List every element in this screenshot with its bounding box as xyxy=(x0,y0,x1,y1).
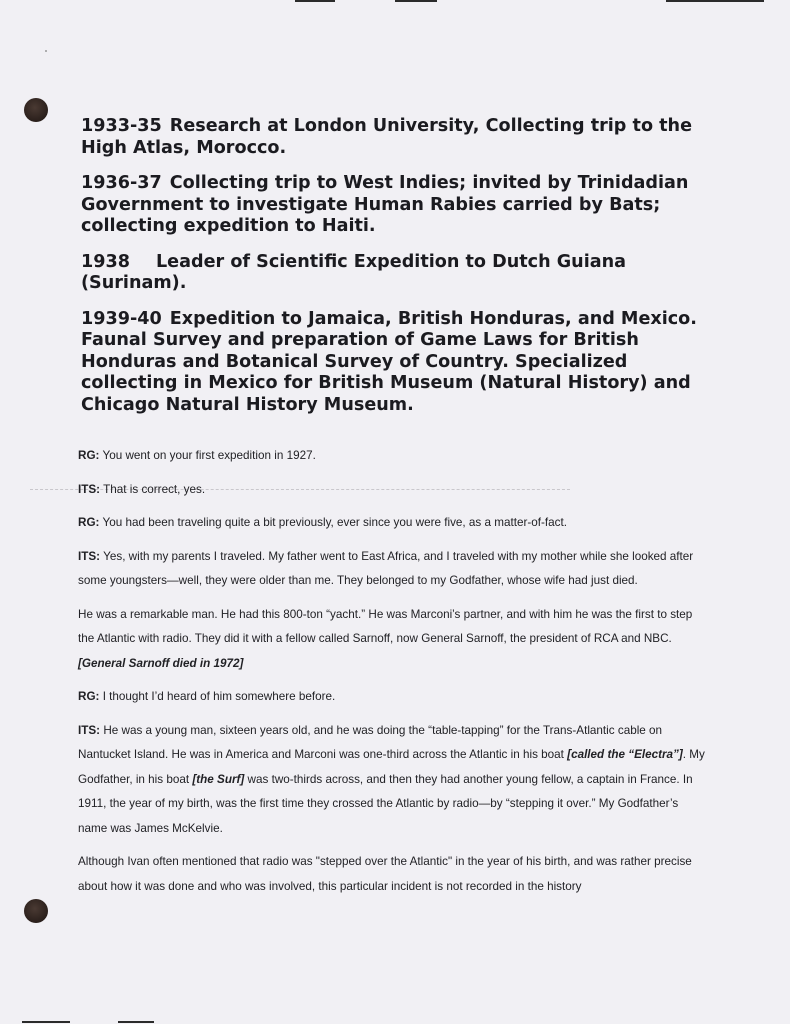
timeline-text: Expedition to Jamaica, British Honduras, and Mexico. Faunal Survey and preparation of Game Laws for British Honduras and Botanical Survey of Country. Specialized collecting in Mexico for British Museum (Natural History) and Chicago Natural History Museum. xyxy=(81,308,697,415)
timeline-list xyxy=(81,116,701,430)
scan-edge-mark xyxy=(395,0,437,2)
scan-edge-mark xyxy=(118,1021,154,1023)
timeline-years: 1933-35 xyxy=(81,116,162,136)
speech-text: was two-thirds across, and then they had another young fellow, a captain in France. In 1911, the year of my birth, was the first time they crossed the Atlantic by radio—by “stepping it over.” My Godfather’s name was James McKelvie. xyxy=(78,772,693,835)
speaker-label: ITS: xyxy=(78,482,101,496)
scan-edge-mark xyxy=(22,1021,70,1023)
timeline-years: 1938 xyxy=(81,251,130,272)
speech-text: I thought I’d heard of him somewhere before. xyxy=(102,690,336,703)
editor-note: [called the “Electra”] xyxy=(567,748,683,761)
narrative-text: Although Ivan often mentioned that radio was "stepped over the Atlantic" in the year of his birth, and was rather precise about how it was done and who was involved, this particular incident is not recorded in the history xyxy=(78,855,692,893)
transcript-paragraph xyxy=(78,719,710,842)
speech-text: Yes, with my parents I traveled. My father went to East Africa, and I traveled with my mother while she looked after some youngsters—well, they were older than me. They belonged to my Godfather, whose wife had just died. xyxy=(78,549,694,587)
transcript-paragraph xyxy=(78,545,710,594)
transcript-paragraph xyxy=(78,511,710,536)
timeline-text: Collecting trip to West Indies; invited by Trinidadian Government to investigate Human Rabies carried by Bats; collecting expedition to Haiti. xyxy=(81,173,689,236)
editor-note: [General Sarnoff died in 1972] xyxy=(78,656,244,670)
speech-text: You went on your first expedition in 1927. xyxy=(102,449,316,462)
timeline-years: 1939-40 xyxy=(81,308,162,329)
transcript-paragraph xyxy=(78,603,710,677)
timeline-entry xyxy=(81,173,701,238)
speaker-label: RG: xyxy=(78,690,100,703)
speaker-label: RG: xyxy=(78,516,100,529)
interview-transcript xyxy=(78,444,710,908)
transcript-paragraph xyxy=(78,850,710,899)
punch-hole-bottom xyxy=(24,899,48,923)
timeline-entry xyxy=(81,252,701,295)
timeline-text: Leader of Scientific Expedition to Dutch Guiana (Surinam). xyxy=(81,251,627,293)
speech-text: . My Godfather, in his boat xyxy=(78,748,705,786)
timeline-entry xyxy=(81,116,701,159)
speck-mark xyxy=(45,50,47,52)
transcript-paragraph xyxy=(78,685,710,710)
speaker-label: RG: xyxy=(78,449,100,462)
punch-hole-top xyxy=(24,98,48,122)
transcript-paragraph xyxy=(78,444,710,469)
timeline-years: 1936-37 xyxy=(81,173,162,193)
transcript-paragraph xyxy=(78,478,710,503)
timeline-entry xyxy=(81,309,701,417)
speech-text: You had been traveling quite a bit previously, ever since you were five, as a matter-of-fact. xyxy=(102,516,567,529)
speech-text: He was a remarkable man. He had this 800-ton “yacht.” He was Marconi’s partner, and with him he was the first to step the Atlantic with radio. They did it with a fellow called Sarnoff, now General Sarnoff, the president of RCA and NBC. xyxy=(78,607,693,645)
speech-text: That is correct, yes. xyxy=(103,482,206,496)
scan-edge-mark xyxy=(666,0,764,2)
timeline-text: Research at London University, Collecting trip to the High Atlas, Morocco. xyxy=(81,116,693,158)
editor-note: [the Surf] xyxy=(192,772,245,786)
speaker-label: ITS: xyxy=(78,549,101,563)
scan-edge-mark xyxy=(295,0,335,2)
speech-text: He was a young man, sixteen years old, and he was doing the “table-tapping” for the Trans-Atlantic cable on Nantucket Island. He was in America and Marconi was one-third across the Atlantic in his boat xyxy=(78,723,663,761)
speaker-label: ITS: xyxy=(78,723,101,737)
